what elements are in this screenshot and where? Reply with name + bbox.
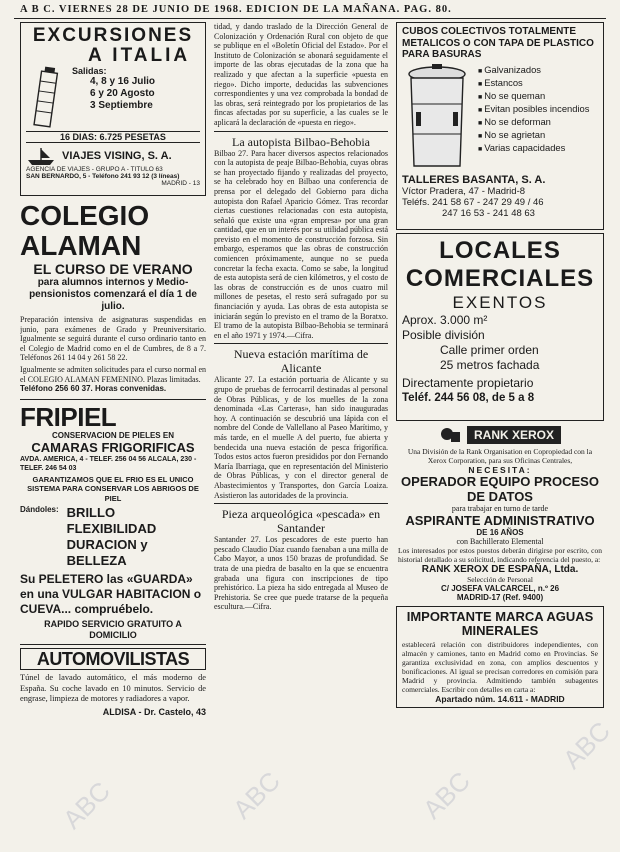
abc-watermark: ABC — [556, 715, 616, 775]
feature-item: ■ Estancos — [478, 77, 589, 90]
feature-item: ■ Evitan posibles incendios — [478, 103, 589, 116]
fripiel-quality: BRILLO — [66, 505, 116, 521]
rank-gongman-logo-icon — [439, 426, 461, 444]
ad-fripiel: FRIPIEL CONSERVACION DE PIELES EN CAMARAS FRIGORIFICAS AVDA. AMERICA, 4 - TELEF. 256 04 56 ALCALA, 230 - TELEF. 246 54 03 GARANTIZAMOS QUE EL FRIO ES EL UNICO SISTEMA PARA CONSERVAR LOS ABRIGOS DE PIEL Dándoles: BRILLO FLEXIBILIDAD DURACION y BELLEZA Su PELETERO las «GUARDA» en una VULGAR HABITACION o CUEVA... compruébelo. RAPIDO SERVICIO GRATUITO A DOMICILIO — [20, 403, 206, 642]
ad-locales: LOCALES COMERCIALES EXENTOS Aprox. 3.000 m² Posible división Calle primer orden 25 metros fachada Directamente propietario Teléf. 244 56 08, de 5 a 8 — [396, 233, 604, 421]
feature-item: ■ Galvanizados — [478, 64, 589, 77]
agency-name: VIAJES VISING, S. A. — [62, 150, 172, 162]
excursiones-price: 16 DIAS: 6.725 PESETAS — [26, 131, 200, 143]
divider — [214, 503, 388, 504]
article-body: Santander 27. Los pescadores de este puerto han pescado Claudio Díaz cuando faenaban a una milla de Cabo Mayor, a unos 150 brazas de profundidad. Se trata de una piedra de basalto en la que se encuentra grabada una figura con inscripciones de tipo prehistórico. La pieza ha sido entregada al Museo de Prehistoria. Se cree que puede tratarse de la pequeña escultura.—Cifra. — [214, 535, 388, 612]
abc-watermark: ABC — [56, 775, 116, 835]
excursiones-date: 4, 8 y 16 Julio — [90, 76, 156, 87]
ad-colegio: COLEGIO ALAMAN EL CURSO DE VERANO para alumnos internos y Medio-pensionistos comenzará el día 1 de julio. Preparación intensiva de asignaturas suspendidas en junio, para exámenes de Grado y Preuniversitario. Igualmente se seguirá durante el curso ordinario tanto en el Colegio de Madrid como en el de Cumbres, de 8 a 7. Teléfonos 261 14 04 y 261 58 22. Igualmente se admiten solicitudes para el curso normal en el COLEGIO ALAMAN FEMENINO. Plazas limitadas. Teléfono 256 60 37. Horas convenidas. — [20, 200, 206, 394]
automovilistas-title: AUTOMOVILISTAS — [20, 648, 206, 670]
rank-xerox-logo: RANK XEROX — [467, 426, 561, 444]
locales-phone: Teléf. 244 56 08, de 5 a 8 — [402, 392, 535, 404]
abc-watermark: ABC — [416, 765, 476, 825]
job-title: ASPIRANTE ADMINISTRATIVO — [405, 513, 595, 528]
feature-item: ■ No se deforman — [478, 116, 589, 129]
article-title: Pieza arqueológica «pescada» en Santander — [221, 507, 381, 536]
article-colonizacion: tidad, y dando traslado de la Dirección General de Colonización y Ordenación Rural con objeto de que se publique en el «Boletín Oficial del Estado». Por el Instituto de Colonización se abonará seguidamente el importe de las obras ejecutadas de la zona que ha realizado y que afectan a la superficie «puesta en riego». Dicho importe, deducidas las subvenciones correspondientes y una vez comprobada la bondad de las obras, será reintegrado por los propietarios de las fincas afectadas por su superficie, a las cuales se le aplicará la declaración de «puesta en riego». — [214, 22, 388, 127]
agency-address: SAN BERNARDO, 5 - Teléfono 241 93 12 (3 líneas) — [26, 173, 180, 180]
excursiones-title: EXCURSIONES — [32, 25, 194, 46]
divider — [20, 644, 206, 645]
trash-bin-icon — [402, 64, 472, 172]
abc-watermark: ABC — [226, 765, 286, 825]
divider — [214, 343, 388, 344]
feature-item: ■ No se queman — [478, 90, 589, 103]
article-title: La autopista Bilbao-Behobia — [232, 134, 370, 149]
article-body: Alicante 27. La estación portuaria de Alicante y su grupo de pruebas de ferrocarril destinadas al personal de Obras Públicas, y de los muelles de la zona denominada «Las Carteras», han sido inauguradas hoy. A continuación se descubrió una lápida con el nombre del Conde de Vallellano al Paseo Marítimo, y más tarde, en el muelle A del puerto, fue abierta y bendecida una nueva estación de pesca frigorífica. Todos estos actos fueron presididos por don Fernando María Ibarriaga, que en representación del Ministerio de Obras Públicas, y con el director general de Abastecimientos y Transportes, don García Loaiza. Asistieron las autoridades de la provincia. — [214, 375, 388, 500]
header-rule — [14, 18, 606, 19]
ad-cubos: CUBOS COLECTIVOS TOTALMENTE METALICOS O CON TAPA DE PLASTICO PARA BASURAS ■ Galvanizados ■ Estancos ■ No se queman ■ Evitan posibles incendios ■ No se deforman ■ No se agrietan ■ Varias capacidades TALLERES BASANTA, S. A. Víctor Pradera, 47 - Madrid-8 Teléfs. 241 58 67 - 247 29 49 / 46 247 16 53 - 241 48 63 — [396, 22, 604, 230]
divider — [214, 131, 388, 132]
colegio-title: COLEGIO ALAMAN — [20, 200, 150, 261]
column-left — [20, 22, 206, 717]
basanta-company: TALLERES BASANTA, S. A. — [402, 173, 546, 186]
fripiel-quality: DURACION y — [66, 537, 148, 553]
column-middle — [214, 22, 388, 844]
fripiel-quality: FLEXIBILIDAD — [66, 521, 157, 537]
ship-logo-icon — [26, 146, 56, 166]
leaning-tower-icon — [26, 66, 66, 128]
excursiones-date: 6 y 20 Agosto — [90, 88, 155, 99]
ad-aguas-minerales: IMPORTANTE MARCA AGUAS MINERALES establecerá relación con distribuidores independientes, con almacén y camiones, tanto en Madrid como en Provincias. Se garantiza exclusividad en zona, con amplios descuentos y bonificaciones. Al igual se precisan corredores en comisión para Madrid y provincia. Admitiendo también subagentes comerciales. Escribir con detalles en carta a: Apartado núm. 14.611 - MADRID — [396, 606, 604, 708]
article-body: Bilbao 27. Para hacer diversos aspectos relacionados con la autopista de peaje Bilbao-Behobia, cuyas obras se han proyectado fijando y realizadas del proyecto, se ha celebrado hoy en Bilbao una conferencia de prensa por el delegado del Gobierno para dicha autopista don Rafael Aparicio Gómez. Tras recordar ciertas cuestiones relacionadas con esta autopista, señaló que existe una «gran empresa» por una gran cantidad, que en un interés por su utilidad pública está previsto en el momento de construcción forzosa. Sin embargo, esperamos que las obras de construcción comiencen próximamente, aunque no se pueda concretar la fecha exacta. Como se sabe, la longitud de esta autopista será de cien kilómetros, y el costo de las obras de construcción es de unos cuatro mil millones de pesetas, el resto será sufragado por su financiación y ayuda. Las obras de esta autopista se iniciarán según lo previsto en el tramo de la Boratxo. El tramo de la autopista Bilbao-Behobia se terminará en el año 1971 y 1974.—Cifra. — [214, 148, 388, 340]
cubos-feature-list — [472, 64, 589, 155]
cubos-title: CUBOS COLECTIVOS TOTALMENTE METALICOS O CON TAPA DE PLASTICO PARA BASURAS — [402, 26, 594, 60]
aguas-title: IMPORTANTE MARCA AGUAS MINERALES — [406, 609, 594, 638]
excursiones-date: 3 Septiembre — [90, 100, 153, 111]
locales-title: LOCALES — [439, 237, 561, 264]
ad-excursiones: EXCURSIONES A ITALIA Salidas: 4, 8 y 16 Julio 6 y 20 Agosto 3 Septiembre 16 DIAS: 6.725 PESETAS VIAJES VISING, S. A. AGENCIA DE VIAJES - GRUPO A - TITULO 63 SAN BERNARDO, 5 - Teléfono 241 93 12 (3 líneas) MADRID - 13 — [20, 22, 206, 196]
column-right — [396, 22, 604, 711]
ad-automovilistas: AUTOMOVILISTAS Túnel de lavado automático, el más moderno de España. Su coche lavado en 10 minutos. Servicio de engrase, limpieza de motores y radiadores a vapor. ALDISA - Dr. Castelo, 43 — [20, 649, 206, 717]
fripiel-title: FRIPIEL — [20, 401, 117, 432]
job-title: OPERADOR EQUIPO PROCESO DE DATOS — [401, 474, 599, 504]
ad-rank-xerox: RANK XEROX Una División de la Rank Organisation en Copropiedad con la Xerox Corporation, para sus Oficinas Centrales, NECESITA: OPERADOR EQUIPO PROCESO DE DATOS para trabajar en turno de tarde ASPIRANTE ADMINISTRATIVO DE 16 AÑOS con Bachillerato Elemental Los interesados por estos puestos deberán dirigirse por escrito, con historial detallado a su solicitud, indicando referencia del puesto, a: RANK XEROX DE ESPAÑA, Ltda. Selección de Personal C/ JOSEFA VALCARCEL, n.º 26 MADRID-17 (Ref. 9400) — [398, 428, 602, 602]
divider — [20, 399, 206, 400]
feature-item: ■ No se agrietan — [478, 129, 589, 142]
article-title: Nueva estación marítima de Alicante — [233, 347, 369, 376]
page-header: A B C. VIERNES 28 DE JUNIO DE 1968. EDICION DE LA MAÑANA. PAG. 80. — [20, 4, 452, 15]
feature-item: ■ Varias capacidades — [478, 142, 589, 155]
excursiones-subtitle: A ITALIA — [88, 45, 191, 66]
fripiel-quality: BELLEZA — [66, 553, 127, 569]
colegio-subtitle: EL CURSO DE VERANO — [33, 261, 193, 277]
